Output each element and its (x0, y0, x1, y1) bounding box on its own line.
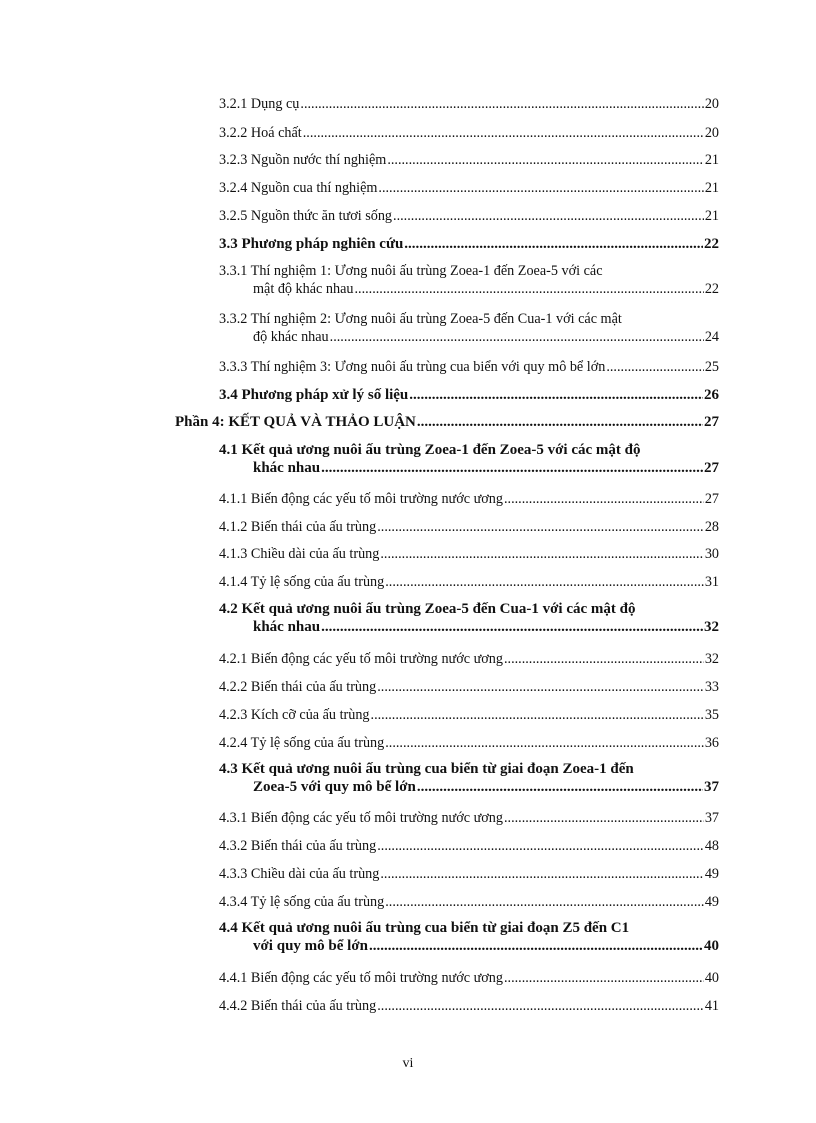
toc-section-heading: 4.2 Kết quả ương nuôi ấu trùng Zoea-5 đến Cua-1 với các mật độ khác nhau ..... 32 (219, 600, 719, 636)
toc-entry: 4.4.2 Biến thái của ấu trùng ..... 41 (219, 997, 719, 1015)
toc-section-heading: 3.4 Phương pháp xử lý số liệu ..... 26 (219, 386, 719, 404)
toc-entry: 4.2.3 Kích cỡ của ấu trùng ..... 35 (219, 706, 719, 724)
toc-entry: 4.2.4 Tỷ lệ sống của ấu trùng ..... 36 (219, 734, 719, 752)
toc-entry: 3.3.2 Thí nghiệm 2: Ương nuôi ấu trùng Zoea-5 đến Cua-1 với các mật độ khác nhau ..... 24 (219, 310, 719, 346)
toc-entry: 4.1.4 Tỷ lệ sống của ấu trùng ..... 31 (219, 573, 719, 591)
toc-entry: 3.2.2 Hoá chất ..... 20 (219, 124, 719, 142)
toc-entry: 3.3.1 Thí nghiệm 1: Ương nuôi ấu trùng Zoea-1 đến Zoea-5 với các mật độ khác nhau ..... 22 (219, 262, 719, 298)
toc-section-heading: 4.4 Kết quả ương nuôi ấu trùng cua biển từ giai đoạn Z5 đến C1 với quy mô bể lớn ..... 40 (219, 919, 719, 955)
toc-entry: 3.3.3 Thí nghiệm 3: Ương nuôi ấu trùng cua biển với quy mô bể lớn ..... 25 (219, 358, 719, 376)
toc-entry: 4.1.2 Biến thái của ấu trùng ..... 28 (219, 518, 719, 536)
toc-entry: 3.2.1 Dụng cụ ..... 20 (219, 95, 719, 113)
toc-section-heading: 3.3 Phương pháp nghiên cứu ..... 22 (219, 235, 719, 253)
toc-entry: 4.3.4 Tỷ lệ sống của ấu trùng ..... 49 (219, 893, 719, 911)
toc-entry: 4.1.1 Biến động các yếu tố môi trường nước ương ..... 27 (219, 490, 719, 508)
page-number: vi (402, 1056, 414, 1071)
toc-part-heading: Phần 4: KẾT QUẢ VÀ THẢO LUẬN ..... 27 (175, 413, 719, 431)
toc-entry: 4.3.2 Biến thái của ấu trùng ..... 48 (219, 837, 719, 855)
toc-entry: 3.2.5 Nguồn thức ăn tươi sống ..... 21 (219, 207, 719, 225)
toc-section-heading: 4.3 Kết quả ương nuôi ấu trùng cua biển từ giai đoạn Zoea-1 đến Zoea-5 với quy mô bể lớn ..... 37 (219, 760, 719, 796)
toc-section-heading: 4.1 Kết quả ương nuôi ấu trùng Zoea-1 đến Zoea-5 với các mật độ khác nhau ..... 27 (219, 441, 719, 477)
toc-entry: 4.2.1 Biến động các yếu tố môi trường nước ương ..... 32 (219, 650, 719, 668)
toc-entry: 3.2.4 Nguồn cua thí nghiệm ..... 21 (219, 179, 719, 197)
toc-entry: 4.1.3 Chiều dài của ấu trùng ..... 30 (219, 545, 719, 563)
toc-entry: 4.4.1 Biến động các yếu tố môi trường nước ương ..... 40 (219, 969, 719, 987)
toc-entry: 4.2.2 Biến thái của ấu trùng ..... 33 (219, 678, 719, 696)
toc-entry: 4.3.1 Biến động các yếu tố môi trường nước ương ..... 37 (219, 809, 719, 827)
toc-entry: 4.3.3 Chiều dài của ấu trùng ..... 49 (219, 865, 719, 883)
toc-entry: 3.2.3 Nguồn nước thí nghiệm ..... 21 (219, 151, 719, 169)
